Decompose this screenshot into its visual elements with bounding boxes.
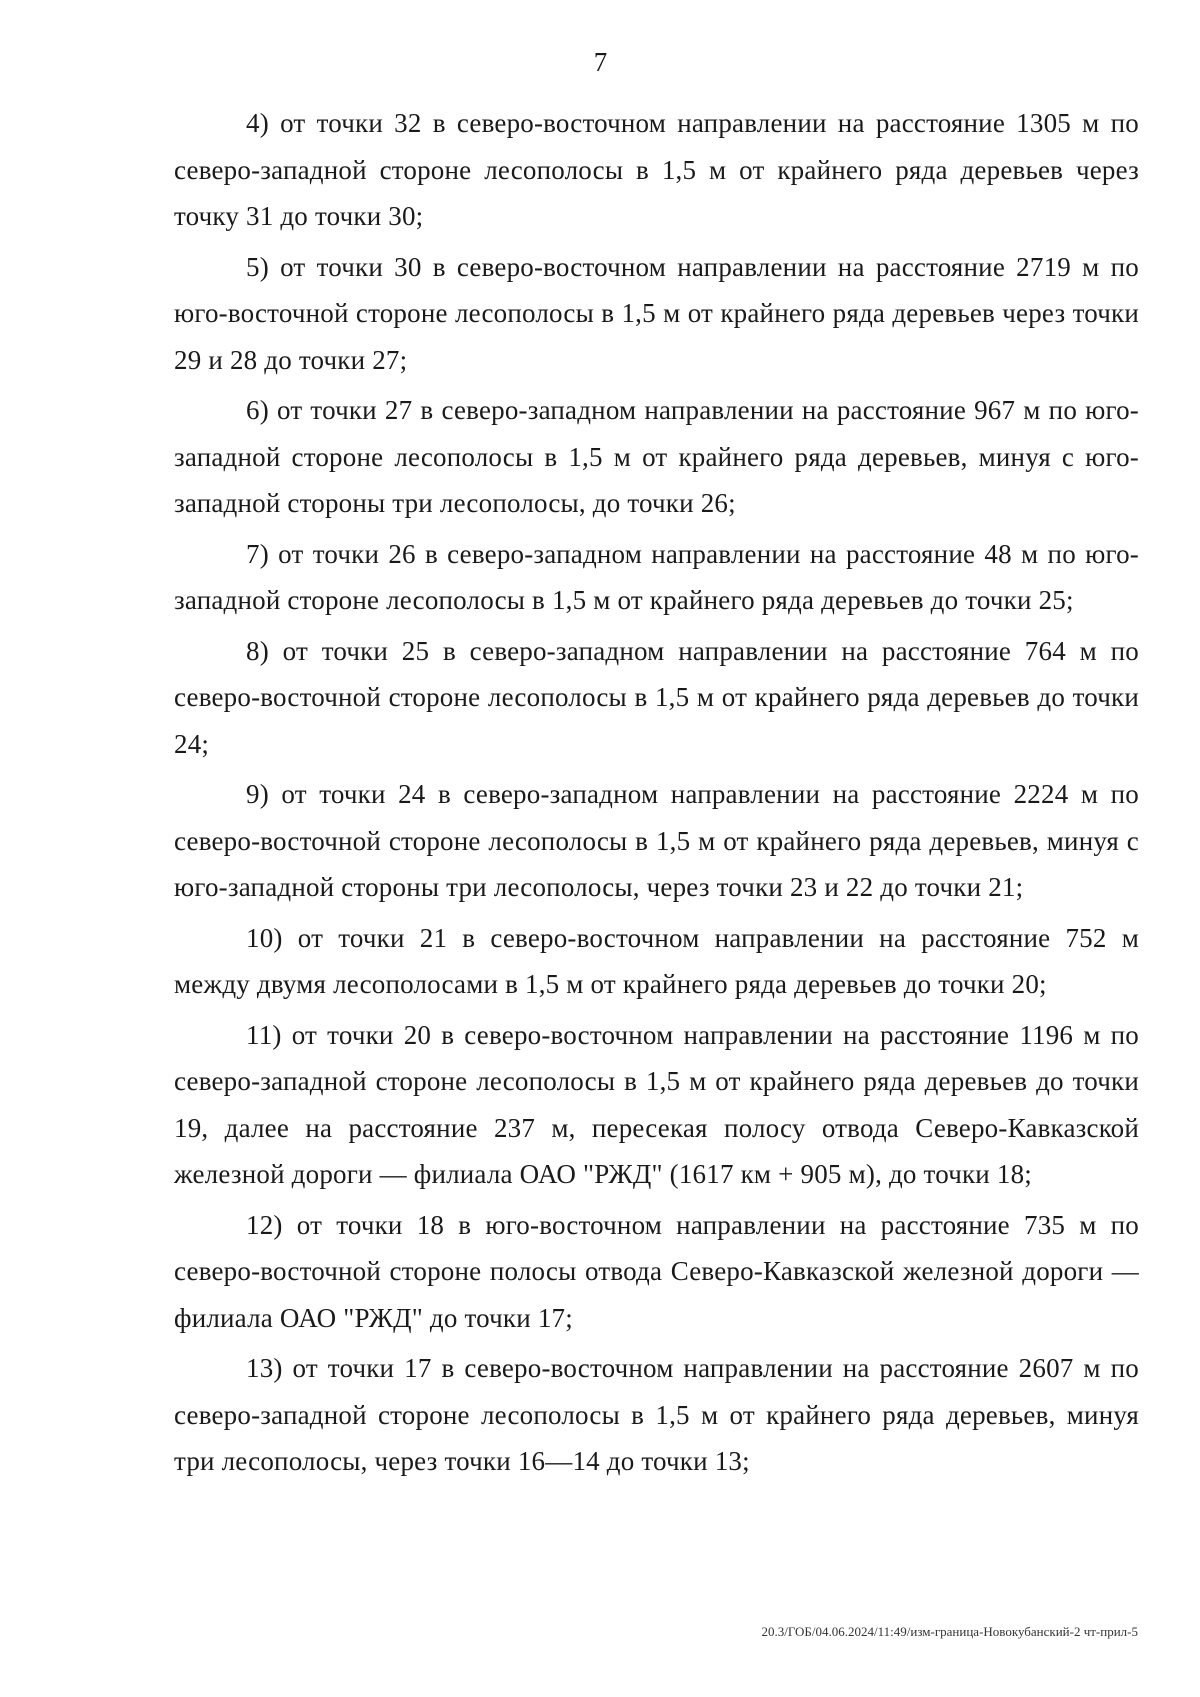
paragraph-item-5: 5) от точки 30 в северо-восточном направлении на расстояние 2719 м по юго-восточной стороне лесополосы в 1,5 м от крайнего ряда деревьев через точки 29 и 28 до точки 27; (174, 251, 1139, 375)
paragraph-item-7: 7) от точки 26 в северо-западном направлении на расстояние 48 м по юго-западной стороне лесополосы в 1,5 м от крайнего ряда деревьев до точки 25; (174, 538, 1139, 615)
paragraph-item-11: 11) от точки 20 в северо-восточном направлении на расстояние 1196 м по северо-западной стороне лесополосы в 1,5 м от крайнего ряда деревьев до точки 19, далее на расстояние 237 м, пересекая полосу отвода Северо-Кавказской железной дороги — филиала ОАО "РЖД" (1617 км + 905 м), до точки 18; (174, 1019, 1139, 1189)
paragraph-item-8: 8) от точки 25 в северо-западном направлении на расстояние 764 м по северо-восточной стороне лесополосы в 1,5 м от крайнего ряда деревьев до точки 24; (174, 635, 1139, 759)
document-body (174, 100, 1139, 1489)
page-number: 7 (593, 47, 608, 77)
paragraph-item-9: 9) от точки 24 в северо-западном направлении на расстояние 2224 м по северо-восточной стороне лесополосы в 1,5 м от крайнего ряда деревьев, минуя с юго-западной стороны три лесополосы, через точки 23 и 22 до точки 21; (174, 779, 1139, 902)
paragraph-item-4: 4) от точки 32 в северо-восточном направлении на расстояние 1305 м по северо-западной стороне лесополосы в 1,5 м от крайнего ряда деревьев через точку 31 до точки 30; (174, 108, 1139, 231)
paragraph-item-6: 6) от точки 27 в северо-западном направлении на расстояние 967 м по юго-западной стороне лесополосы в 1,5 м от крайнего ряда деревьев, минуя с юго-западной стороны три лесополосы, до точки 26; (174, 395, 1139, 518)
document-footer-code: 20.3/ГОБ/04.06.2024/11:49/изм-граница-Новокубанский-2 чт-прил-5 (761, 1624, 1138, 1639)
paragraph-item-10: 10) от точки 21 в северо-восточном направлении на расстояние 752 м между двумя лесополосами в 1,5 м от крайнего ряда деревьев до точки 20; (174, 922, 1139, 999)
paragraph-item-13: 13) от точки 17 в северо-восточном направлении на расстояние 2607 м по северо-западной стороне лесополосы в 1,5 м от крайнего ряда деревьев, минуя три лесополосы, через точки 16—14 до точки 13; (174, 1353, 1139, 1476)
paragraph-item-12: 12) от точки 18 в юго-восточном направлении на расстояние 735 м по северо-восточной стороне полосы отвода Северо-Кавказской железной дороги — филиала ОАО "РЖД" до точки 17; (174, 1209, 1139, 1333)
